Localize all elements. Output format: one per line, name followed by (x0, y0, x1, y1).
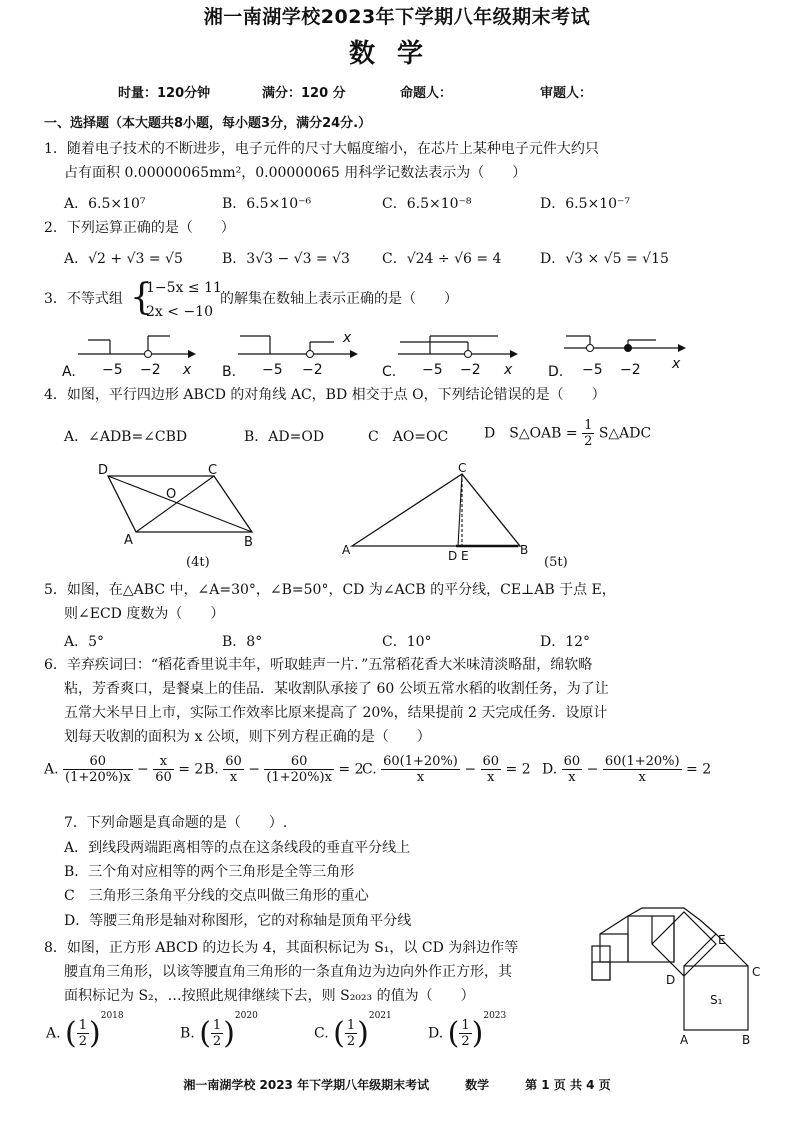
exam-title: 湘一南湖学校2023年下学期八年级期末考试 (203, 6, 591, 28)
q3-label-c: C. (382, 364, 397, 380)
fig4-label: (4t) (186, 555, 210, 570)
q3-c-tick-2: −2 (460, 362, 481, 378)
q1-option-a: A．6.5×10⁷ (64, 196, 146, 212)
q4-d-fraction: $\frac{1}{2}$ (584, 418, 593, 449)
q4-d-suffix: S△ADC (598, 425, 652, 442)
q5-option-d: D．12° (540, 634, 591, 650)
pt-b5: B (520, 543, 529, 557)
q3-label-d: D. (548, 364, 564, 380)
q6-line1: 6．辛弃疾词曰：“稻花香里说丰年，听取蛙声一片．”五常稻花香大米味清淡略甜，绵软略 (44, 657, 593, 673)
q7-option-b: B．三个角对应相等的两个三角形是全等三角形 (64, 864, 355, 880)
q3-a-tick-1: −5 (102, 362, 123, 378)
q1-option-d: D．6.5×10⁻⁷ (540, 196, 631, 212)
pt-c: C (208, 463, 218, 478)
q5-line1: 5．如图，在△ABC 中，∠A=30°，∠B=50°，CD 为∠ACB 的平分线，CE⊥AB 于点 E， (44, 582, 616, 598)
q7-option-d: D．等腰三角形是轴对称图形，它的对称轴是顶角平分线 (64, 913, 412, 929)
q4-option-a: A．∠ADB=∠CBD (64, 429, 188, 445)
q2-option-b: B．3√3 − √3 = √3 (222, 251, 350, 267)
q6-option-d: D. $\frac{60}{x}$ − $\frac{60(1+20\%)}{x}$ = 2 (542, 754, 712, 785)
q3-label-b: B. (222, 364, 237, 380)
q3-inequality-2: 2x < −10 (146, 304, 213, 320)
q8-line2: 腰直角三角形，以该等腰直角三角形的一条直角边为边向外作正方形，其 (64, 964, 512, 980)
page-footer: 湘一南湖学校 2023 年下学期八年级期末考试 数学 第 1 页 共 4 页 (183, 1078, 611, 1092)
q2-option-a: A．√2 + √3 = √5 (64, 251, 183, 267)
q6-option-b: B. $\frac{60}{x}$ − $\frac{60}{(1+20\%)x}$ = 2 (204, 754, 364, 785)
q3-prefix: 3．不等式组 (44, 291, 123, 307)
q3-d-tick-2: −2 (620, 362, 641, 378)
q1-option-c: C．6.5×10⁻⁸ (382, 196, 472, 212)
q3-inequality-1: 1−5x ≤ 11 (146, 280, 222, 296)
pt-c5: C (458, 462, 467, 475)
q8-option-c: C. ( $\frac{1}{2}$ )$^{2021}$ (314, 1010, 392, 1051)
system-brace: { (130, 277, 153, 318)
full-score: 满分：120 分 (262, 86, 346, 101)
reviewer-label: 审题人： (540, 86, 593, 101)
author-label: 命题人： (400, 86, 453, 101)
q3-number-lines (60, 328, 700, 380)
q4-d-prefix: D S△OAB = (484, 425, 578, 442)
q5-option-b: B．8° (222, 634, 263, 650)
squares-pattern-figure (584, 906, 774, 1048)
q1-line2: 占有面积 0.00000065mm²，0.00000065 用科学记数法表示为（ ） (64, 165, 527, 181)
q4-option-d (484, 418, 651, 449)
pt-e5: E (461, 549, 469, 562)
q3-suffix: 的解集在数轴上表示正确的是（ ） (220, 291, 458, 307)
q4-option-c: C AO=OC (368, 429, 449, 445)
pt-a5: A (342, 543, 351, 557)
subject-title: 数学 (348, 39, 445, 69)
q7-option-a: A．到线段两端距离相等的点在这条线段的垂直平分线上 (64, 840, 411, 856)
q7-stem: 7．下列命题是真命题的是（ ）. (64, 815, 288, 831)
q8-option-b: B. ( $\frac{1}{2}$ )$^{2020}$ (180, 1010, 258, 1051)
q6-line2: 粘，芳香爽口，是餐桌上的佳品．某收割队承接了 60 公顷五常水稻的收割任务，为了让 (64, 681, 609, 697)
pt-d8: D (666, 973, 676, 987)
q8-line1: 8．如图，正方形 ABCD 的边长为 4，其面积标记为 S₁，以 CD 为斜边作等 (44, 940, 519, 956)
q5-line2: 则∠ECD 度数为（ ） (64, 606, 225, 622)
section-heading: 一、选择题（本大题共8小题，每小题3分，满分24分.） (44, 116, 372, 131)
fig5-label: (5t) (544, 555, 568, 570)
q6-option-c: C. $\frac{60(1+20\%)}{x}$ − $\frac{60}{x}$ = 2 (362, 754, 531, 785)
parallelogram-figure (92, 462, 270, 556)
q8-option-a: A. ( $\frac{1}{2}$ )$^{2018}$ (46, 1010, 124, 1051)
pt-o: O (166, 487, 177, 502)
pt-c8: C (752, 965, 761, 979)
q4-option-b: B．AD=OD (244, 429, 325, 445)
q8-option-d: D. ( $\frac{1}{2}$ )$^{2023}$ (428, 1010, 507, 1051)
q4-stem: 4．如图，平行四边形 ABCD 的对角线 AC，BD 相交于点 O，下列结论错误的是（ ） (44, 387, 606, 403)
q1-line1: 1．随着电子技术的不断进步，电子元件的尺寸大幅度缩小，在芯片上某种电子元件大约只 (44, 141, 599, 157)
q2-stem: 2．下列运算正确的是（ ） (44, 220, 235, 236)
q3-b-tick-1: −5 (262, 362, 283, 378)
q3-label-a: A. (62, 364, 76, 380)
q3-b-axis: x (343, 330, 352, 346)
q3-d-tick-1: −5 (582, 362, 603, 378)
pt-a: A (124, 533, 133, 548)
q7-option-c: C 三角形三条角平分线的交点叫做三角形的重心 (64, 888, 369, 904)
label-s1: S₁ (710, 993, 723, 1007)
pt-d5: D (448, 549, 458, 562)
q3-b-tick-2: −2 (302, 362, 323, 378)
q3-d-axis: x (672, 356, 681, 372)
q6-option-a: A. $\frac{60}{(1+20\%)x}$ − $\frac{x}{60}$ = 2 (44, 754, 204, 785)
pt-b: B (244, 535, 253, 550)
q6-line3: 五常大米早日上市，实际工作效率比原来提高了 20%，结果提前 2 天完成任务．设原计 (64, 705, 608, 721)
q6-line4: 划每天收割的面积为 x 公顷，则下列方程正确的是（ ） (64, 729, 431, 745)
q1-option-b: B．6.5×10⁻⁶ (222, 196, 312, 212)
q8-line3: 面积标记为 S₂，…按照此规律继续下去，则 S₂₀₂₃ 的值为（ ） (64, 988, 475, 1004)
triangle-figure (340, 462, 540, 562)
pt-b8: B (742, 1033, 751, 1047)
q5-option-c: C．10° (382, 634, 432, 650)
q2-option-c: C．√24 ÷ √6 = 4 (382, 251, 502, 267)
pt-a8: A (680, 1033, 689, 1047)
q3-c-tick-1: −5 (422, 362, 443, 378)
q2-option-d: D．√3 × √5 = √15 (540, 251, 669, 267)
time-limit: 时量：120分钟 (118, 86, 211, 101)
q3-a-axis: x (183, 362, 192, 378)
pt-e8: E (718, 933, 726, 947)
q3-a-tick-2: −2 (140, 362, 161, 378)
q5-option-a: A．5° (64, 634, 105, 650)
q3-c-axis: x (504, 362, 513, 378)
pt-d: D (98, 463, 109, 478)
